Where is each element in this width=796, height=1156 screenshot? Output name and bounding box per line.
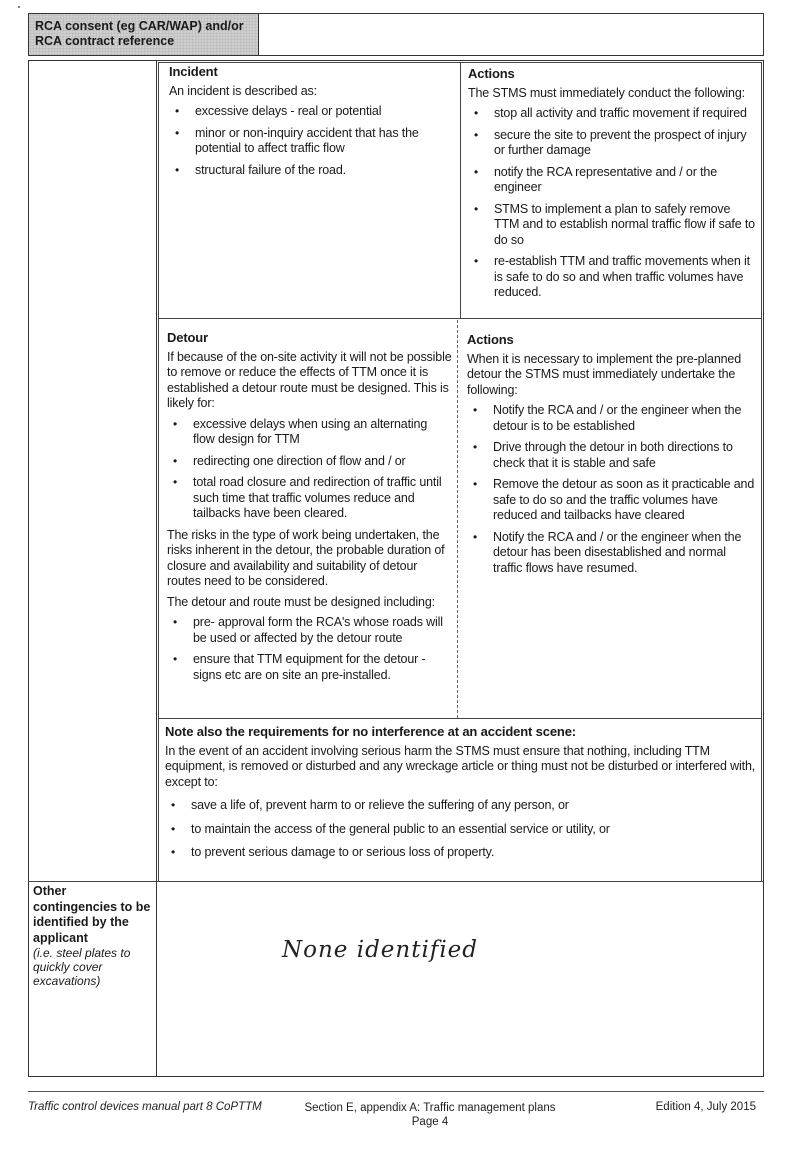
list-item — [169, 104, 453, 120]
detour-risks: The risks in the type of work being undertaken, the risks inherent in the detour, the probable duration of closure and availability and suitability of detour routes need to be considered. — [167, 527, 445, 588]
bullet-icon: • — [171, 845, 176, 859]
footer-divider — [28, 1091, 764, 1092]
list-item — [167, 475, 452, 522]
bullet-icon: • — [173, 475, 178, 489]
incident-actions-intro: The STMS must immediately conduct the following: — [468, 85, 745, 100]
bullet-icon: • — [171, 798, 176, 812]
other-contingencies-title: Other contingencies to be identified by the applicant — [33, 884, 151, 945]
list-item-text: Remove the detour as soon as it practicable and safe to do so and the traffic volumes have reduced and tailbacks have cleared — [493, 477, 755, 522]
rca-consent-label-line1: RCA consent (eg CAR/WAP) and/or — [35, 19, 244, 33]
incident-list — [169, 104, 453, 178]
bullet-icon: • — [175, 162, 180, 177]
detour-section — [167, 330, 452, 689]
list-item-text: to prevent serious damage to or serious loss of property. — [191, 845, 495, 859]
list-item-text: Notify the RCA and / or the engineer when the detour is to be established — [493, 403, 742, 433]
footer-page-number: Page 4 — [411, 1116, 449, 1128]
bullet-icon: • — [171, 821, 176, 836]
list-item — [169, 126, 453, 157]
list-item — [165, 845, 757, 861]
detour-intro: If because of the on-site activity it will not be possible to remove or reduce the effects of TTM once it is established a detour route must be designed. This is likely for: — [167, 349, 452, 410]
list-item-text: total road closure and redirection of traffic until such time that traffic volumes reduce and tailbacks have been cleared. — [193, 475, 442, 520]
detour-actions-section — [467, 332, 757, 582]
accident-section — [165, 724, 757, 867]
accident-title: Note also the requirements for no interference at an accident scene: — [165, 724, 576, 739]
list-item — [468, 254, 758, 301]
other-contingencies-hint: (i.e. steel plates to quickly cover excavations) — [33, 946, 131, 988]
list-item — [467, 440, 757, 471]
bullet-icon: • — [173, 453, 178, 468]
detour-design-intro: The detour and route must be designed including: — [167, 594, 435, 609]
detour-column-divider — [457, 320, 458, 718]
detour-actions-intro: When it is necessary to implement the pre-planned detour the STMS must immediately undertake the following: — [467, 351, 742, 397]
detour-actions-list — [467, 403, 757, 576]
bullet-icon: • — [173, 615, 178, 629]
rca-consent-row — [28, 13, 764, 56]
list-item-text: excessive delays when using an alternating flow design for TTM — [193, 416, 428, 446]
list-item-text: redirecting one direction of flow and / or — [193, 453, 406, 468]
list-item — [165, 798, 757, 814]
bullet-icon: • — [173, 416, 178, 431]
scan-speck — [18, 6, 20, 8]
incident-section — [169, 64, 453, 184]
list-item — [169, 163, 453, 179]
incident-actions-list — [468, 106, 758, 301]
other-contingencies-label — [33, 884, 153, 988]
incident-intro: An incident is described as: — [169, 83, 317, 98]
list-item — [165, 822, 757, 838]
list-item-text: STMS to implement a plan to safely remove TTM and to establish normal traffic flow if safe to do so — [494, 201, 755, 247]
bullet-icon: • — [173, 652, 178, 666]
footer-edition: Edition 4, July 2015 — [655, 1101, 756, 1113]
list-item-text: notify the RCA representative and / or the engineer — [494, 164, 717, 194]
list-item-text: save a life of, prevent harm to or relieve the suffering of any person, or — [191, 798, 569, 812]
list-item — [468, 165, 758, 196]
bullet-icon: • — [473, 403, 478, 417]
accident-list — [165, 798, 757, 861]
list-item-text: Notify the RCA and / or the engineer when the detour has been disestablished and normal traffic flows have resumed. — [493, 529, 742, 575]
list-item-text: ensure that TTM equipment for the detour - signs etc are on site an pre-installed. — [193, 652, 426, 682]
list-item-text: to maintain the access of the general public to an essential service or utility, or — [191, 821, 610, 836]
bullet-icon: • — [474, 164, 479, 179]
list-item-text: structural failure of the road. — [195, 162, 346, 177]
detour-row-divider — [158, 718, 762, 719]
footer-section-title: Section E, appendix A: Traffic management plans — [304, 1102, 556, 1114]
list-item — [167, 652, 452, 683]
accident-intro: In the event of an accident involving serious harm the STMS must ensure that nothing, including TTM equipment, is removed or disturbed and any wreckage article or thing must not be disturbed or interfered with, except to: — [165, 743, 756, 789]
list-item — [167, 615, 452, 646]
detour-actions-title: Actions — [467, 332, 514, 347]
list-item-text: pre- approval form the RCA's whose roads will be used or affected by the detour route — [193, 615, 443, 645]
bullet-icon: • — [474, 201, 479, 216]
bullet-icon: • — [474, 127, 479, 142]
bullet-icon: • — [175, 104, 180, 118]
bullet-icon: • — [175, 125, 180, 140]
list-item-text: minor or non-inquiry accident that has the potential to affect traffic flow — [195, 125, 419, 155]
list-item-text: excessive delays - real or potential — [195, 104, 382, 118]
list-item — [167, 454, 452, 470]
list-item — [467, 477, 757, 524]
list-item — [167, 417, 452, 448]
left-column-divider — [156, 60, 157, 1077]
rca-consent-label — [29, 14, 259, 55]
list-item — [467, 403, 757, 434]
detour-list — [167, 417, 452, 522]
detour-design-list — [167, 615, 452, 683]
list-item — [468, 202, 758, 249]
bullet-icon: • — [474, 254, 479, 268]
incident-column-divider — [460, 62, 461, 319]
list-item-text: secure the site to prevent the prospect of injury or further damage — [494, 127, 747, 157]
rca-consent-value — [259, 14, 763, 55]
handwritten-none-identified: None identified — [282, 937, 479, 963]
bullet-icon: • — [473, 529, 478, 544]
incident-actions-section — [468, 66, 758, 307]
rca-consent-label-line2: RCA contract reference — [35, 34, 175, 48]
footer-section — [280, 1101, 580, 1129]
incident-actions-title: Actions — [468, 66, 515, 81]
footer-manual-title: Traffic control devices manual part 8 CoPTTM — [28, 1101, 262, 1113]
list-item-text: re-establish TTM and traffic movements when it is safe to do so and when traffic volumes have reduced. — [494, 254, 750, 299]
list-item — [468, 106, 758, 122]
list-item — [468, 128, 758, 159]
incident-row-divider — [158, 318, 762, 319]
bullet-icon: • — [474, 106, 479, 120]
contingencies-row-divider — [28, 881, 764, 882]
list-item-text: stop all activity and traffic movement if required — [494, 106, 747, 120]
incident-title: Incident — [169, 64, 218, 79]
bullet-icon: • — [473, 477, 478, 491]
bullet-icon: • — [473, 440, 478, 454]
detour-title: Detour — [167, 330, 208, 345]
list-item — [467, 530, 757, 577]
list-item-text: Drive through the detour in both directions to check that it is stable and safe — [493, 440, 733, 470]
